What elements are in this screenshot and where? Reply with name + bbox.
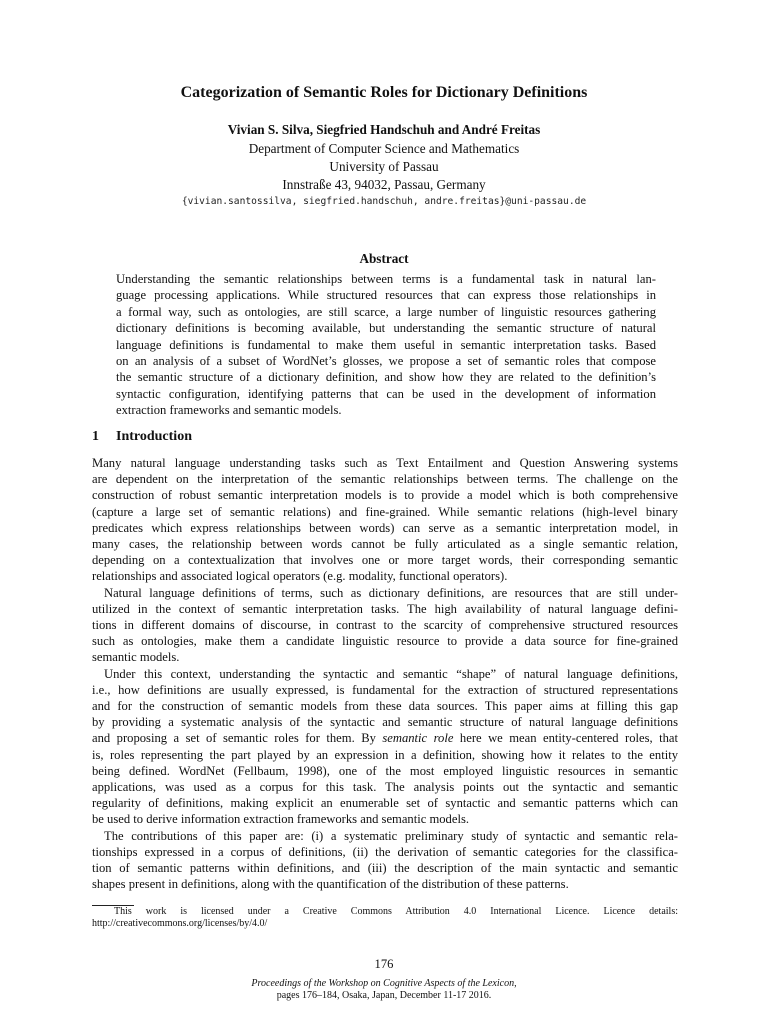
abstract-line: Understanding the semantic relationships between terms is a fundamental task in natural lan- bbox=[116, 272, 656, 286]
body-line: being defined. WordNet (Fellbaum, 1998), one of the most employed linguistic resources in semantic bbox=[92, 763, 678, 778]
body-line: (capture a large set of semantic relations) and fine-grained. While semantic relations (high-level binary bbox=[92, 504, 678, 519]
abstract-line: on an analysis of a subset of WordNet’s glosses, we propose a set of semantic roles that compose bbox=[116, 354, 656, 369]
body-line: relationships and associated logical operators (e.g. modality, functional operators). bbox=[92, 569, 508, 584]
body-text bbox=[92, 455, 678, 892]
footnote-license-link[interactable]: http://creativecommons.org/licenses/by/4.0/ bbox=[92, 918, 268, 929]
author-emails: {vivian.santossilva, siegfried.handschuh, andre.freitas}@uni-passau.de bbox=[181, 196, 587, 207]
abstract-line: the semantic structure of a dictionary definition, and show how they are related to the definition’s bbox=[116, 370, 656, 385]
body-line: shapes present in definitions, along with the quantification of the distribution of these patterns. bbox=[92, 877, 569, 892]
body-line: be used to derive information extraction frameworks and semantic models. bbox=[92, 812, 469, 827]
body-line: predicates which express relationships between words) can serve as a semantic interpretation model, in bbox=[92, 520, 678, 535]
body-line: The contributions of this paper are: (i) a systematic preliminary study of syntactic and semantic rela- bbox=[104, 828, 678, 843]
body-line: tionships expressed in a corpus of definitions, (ii) the derivation of semantic categories for the classifica- bbox=[92, 844, 678, 859]
body-line: applications, was used as a corpus for this task. The analysis points out the syntactic and semantic bbox=[92, 780, 678, 795]
body-line: Many natural language understanding tasks such as Text Entailment and Question Answering systems bbox=[92, 456, 678, 470]
body-line: is, roles representing the part played by an expression in a definition, showing how it relates to the entity bbox=[92, 747, 678, 762]
semantic-role-term: semantic role bbox=[382, 731, 454, 746]
affiliation-department: Department of Computer Science and Mathematics bbox=[248, 141, 520, 156]
abstract-line: guage processing applications. While structured resources that can express those relationships in bbox=[116, 288, 656, 303]
proceedings-venue: Proceedings of the Workshop on Cognitive Aspects of the Lexicon, bbox=[251, 978, 517, 989]
body-line: such as ontologies, make them a candidate linguistic resource to provide a data source for fine-grained bbox=[92, 634, 678, 649]
body-line: Natural language definitions of terms, such as dictionary definitions, are resources that are still under- bbox=[104, 585, 678, 600]
body-text-run: here we mean entity-centered roles, that bbox=[453, 731, 678, 746]
body-line: tion of semantic patterns within definitions, and (iii) the description of the main syntactic and semantic bbox=[92, 861, 678, 876]
proceedings-details: pages 176–184, Osaka, Japan, December 11-17 2016. bbox=[276, 990, 492, 1001]
abstract-line: language definitions is fundamental to make them useful in semantic interpretation tasks. Based bbox=[116, 337, 656, 352]
affiliation-university: University of Passau bbox=[329, 159, 439, 174]
abstract-line: extraction frameworks and semantic models. bbox=[116, 403, 342, 418]
body-line bbox=[92, 730, 678, 746]
abstract-line: a formal way, such as ontologies, are still scarce, a large number of linguistic resources gathering bbox=[116, 304, 656, 319]
abstract-heading: Abstract bbox=[359, 251, 409, 266]
paper-authors: Vivian S. Silva, Siegfried Handschuh and André Freitas bbox=[227, 122, 541, 137]
body-line: construction of robust semantic interpretation models is to provide a model which is both comprehensive bbox=[92, 488, 678, 503]
abstract-text bbox=[116, 271, 656, 419]
body-line: and for the construction of semantic models from these data sources. This paper aims at filling this gap bbox=[92, 699, 678, 714]
proceedings-citation bbox=[0, 978, 768, 1002]
body-line: Under this context, understanding the syntactic and semantic “shape” of natural language definitions, bbox=[104, 666, 678, 681]
body-line: utilized in the context of semantic interpretation tasks. The high availability of natural language defini- bbox=[92, 601, 678, 616]
body-line: semantic models. bbox=[92, 650, 180, 665]
body-line: depending on a contextualization that involves one or more target words, their corresponding semantic bbox=[92, 553, 678, 568]
body-line: tions in different domains of discourse, in contrast to the scarcity of comprehensive structured resources bbox=[92, 618, 678, 633]
section-number: 1 bbox=[92, 429, 99, 444]
body-line: by providing a systematic analysis of the syntactic and semantic structure of natural language definitions bbox=[92, 715, 678, 730]
body-line: i.e., how definitions are usually expressed, is fundamental for the extraction of structured representations bbox=[92, 682, 678, 697]
body-line: regularity of definitions, making explicit an enumerable set of syntactic and semantic patterns which can bbox=[92, 796, 678, 811]
body-line: many cases, the relationship between words cannot be fully articulated as a single semantic relation, bbox=[92, 537, 678, 552]
body-text-run: and proposing a set of semantic roles for them. By bbox=[92, 731, 383, 746]
paper-title: Categorization of Semantic Roles for Dictionary Definitions bbox=[180, 84, 588, 101]
body-line: are dependent on the interpretation of the semantic relationships between terms. The challenge on the bbox=[92, 472, 678, 487]
footnote-license-line: This work is licensed under a Creative Commons Attribution 4.0 International Licence. Licence details: bbox=[114, 906, 678, 917]
abstract-line: dictionary definitions is becoming available, but understanding the semantic structure of natural bbox=[116, 321, 656, 336]
section-heading bbox=[92, 429, 192, 445]
affiliation-address: Innstraße 43, 94032, Passau, Germany bbox=[282, 177, 486, 192]
page-number: 176 bbox=[374, 957, 394, 971]
section-title: Introduction bbox=[116, 429, 192, 444]
abstract-line: syntactic configuration, identifying patterns that can be used in the development of information bbox=[116, 386, 656, 401]
footnote bbox=[92, 906, 678, 930]
